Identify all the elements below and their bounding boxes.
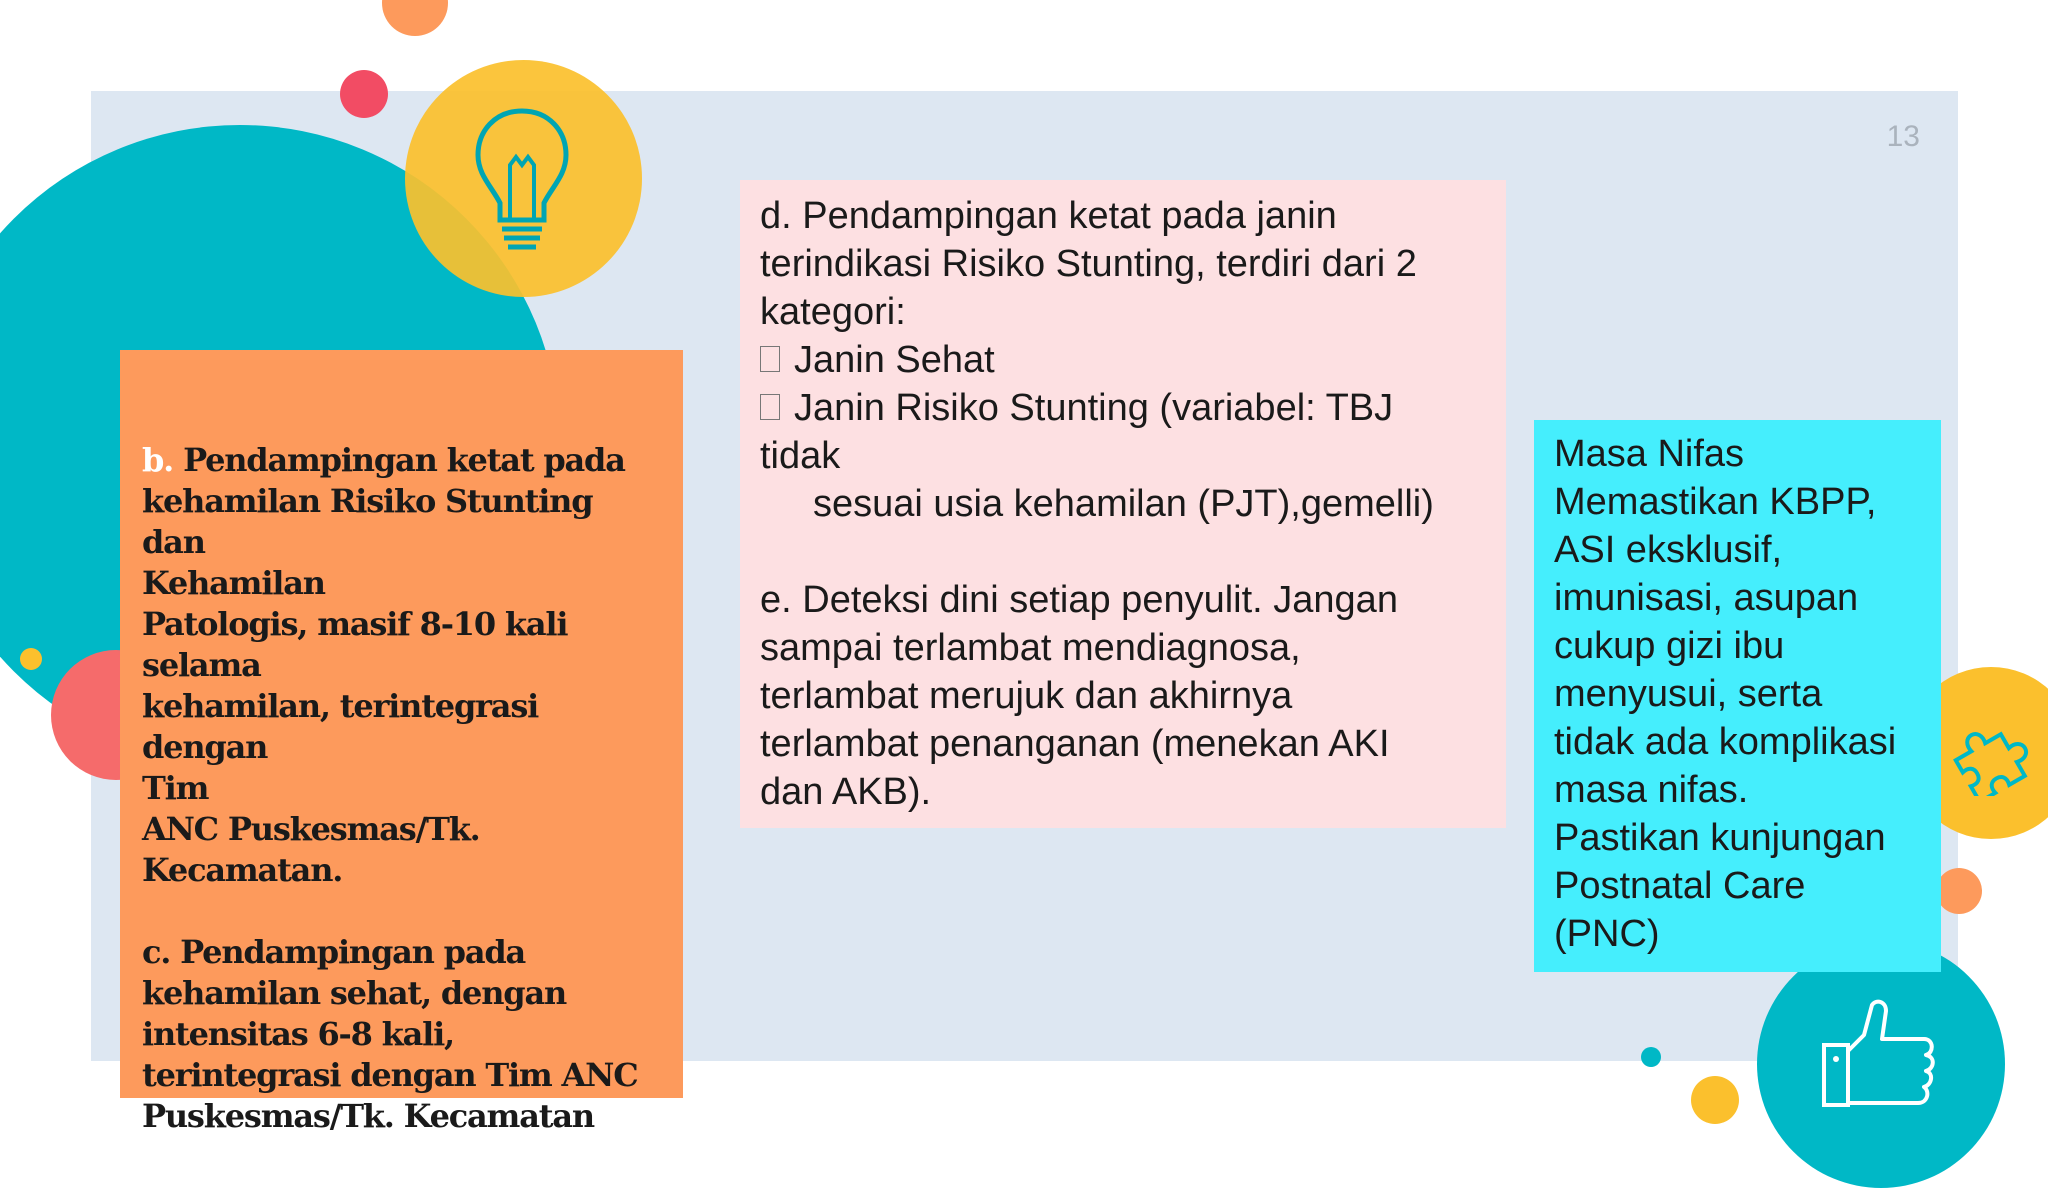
bullet-item-2-text: Janin Risiko Stunting (variabel: TBJ [794, 387, 1394, 429]
paragraph-b [142, 440, 661, 891]
box-pendampingan-kehamilan [120, 350, 683, 1135]
orange-dot-right [1936, 868, 1982, 914]
masa-nifas-text: Masa Nifas Memastikan KBPP, ASI eksklusif, imunisasi, asupan cukup gizi ibu menyusui, serta tidak ada komplikasi masa nifas. Pastikan kunjungan Postnatal Care (PNC) [1554, 433, 1897, 955]
item-d-intro: d. Pendampingan ketat pada janin terindikasi Risiko Stunting, terdiri dari 2 kategori: [760, 195, 1417, 333]
yellow-dot-left [20, 648, 42, 670]
bullet-item-1-text: Janin Sehat [794, 339, 995, 381]
checkbox-bullet-icon [760, 346, 780, 372]
box-masa-nifas [1534, 420, 1941, 972]
bullet-item-2-continued: tidak [760, 435, 841, 477]
bullet-item-2-indented: sesuai usia kehamilan (PJT),gemelli) [813, 483, 1434, 525]
bullet-item-2 [760, 384, 1486, 432]
puzzle-icon [1950, 712, 2034, 796]
item-b-text: Pendampingan ketat pada kehamilan Risiko Stunting dan Kehamilan Patologis, masif 8-10 kali selama kehamilan, terintegrasi dengan Tim ANC Puskesmas/Tk. Kecamatan. [142, 441, 625, 889]
item-e-text: e. Deteksi dini setiap penyulit. Jangan sampai terlambat mendiagnosa, terlambat merujuk dan akhirnya terlambat penanganan (menekan AKI dan AKB). [760, 579, 1398, 813]
page-number: 13 [1886, 120, 1920, 153]
box-pendampingan-janin [740, 180, 1506, 828]
red-dot-top [340, 70, 388, 118]
checkbox-bullet-icon [760, 394, 780, 420]
thumbs-up-icon [1820, 995, 1942, 1113]
item-c-text: c. Pendampingan pada kehamilan sehat, dengan intensitas 6-8 kali, terintegrasi dengan Tim ANC Puskesmas/Tk. Kecamatan [142, 933, 638, 1135]
orange-dot-top [382, 0, 448, 36]
teal-dot-bottom [1641, 1047, 1661, 1067]
lightbulb-icon [470, 105, 575, 255]
item-b-label: b. [142, 441, 174, 479]
bullet-item-1 [760, 336, 1486, 384]
yellow-dot-bottom [1691, 1076, 1739, 1124]
